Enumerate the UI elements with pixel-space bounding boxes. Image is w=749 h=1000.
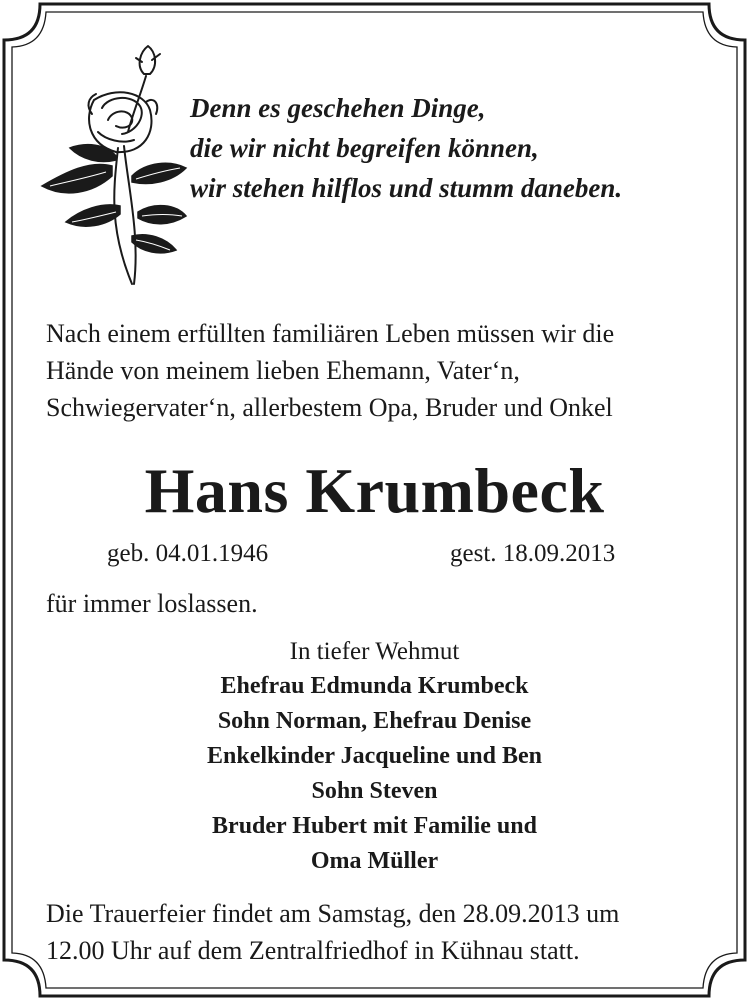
service-line: Die Trauerfeier findet am Samstag, den 28.09.2013 um [46,899,620,928]
deceased-name: Hans Krumbeck [144,455,605,526]
intro-line: Hände von meinem lieben Ehemann, Vater‘n, [46,356,520,385]
mourner-entry: Ehefrau Edmunda Krumbeck [220,673,529,699]
mourner-entry: Sohn Norman, Ehefrau Denise [217,708,532,734]
mourners-lead: In tiefer Wehmut [289,638,460,665]
service-line: 12.00 Uhr auf dem Zentralfriedhof in Kühnau statt. [46,936,580,965]
mourner-entry: Bruder Hubert mit Familie und [212,813,537,839]
intro-line: Nach einem erfüllten familiären Leben müssen wir die [46,319,615,348]
memorial-quote [190,88,735,208]
rose-icon [36,36,190,288]
quote-line: wir stehen hilflos und stumm daneben. [190,173,623,203]
funeral-service-info [46,895,726,969]
mourner-entry: Oma Müller [310,848,439,874]
release-text: für immer loslassen. [46,589,258,618]
death-date: gest. 18.09.2013 [450,540,616,567]
quote-line: die wir nicht begreifen können, [190,133,539,163]
mourner-entry: Sohn Steven [311,778,438,804]
quote-line: Denn es geschehen Dinge, [190,93,486,123]
mourner-entry: Enkelkinder Jacqueline und Ben [207,743,542,769]
birth-date: geb. 04.01.1946 [107,540,269,567]
mourners-list [0,634,749,879]
intro-line: Schwiegervater‘n, allerbestem Opa, Bruder und Onkel [46,393,613,422]
intro-text [46,315,726,426]
